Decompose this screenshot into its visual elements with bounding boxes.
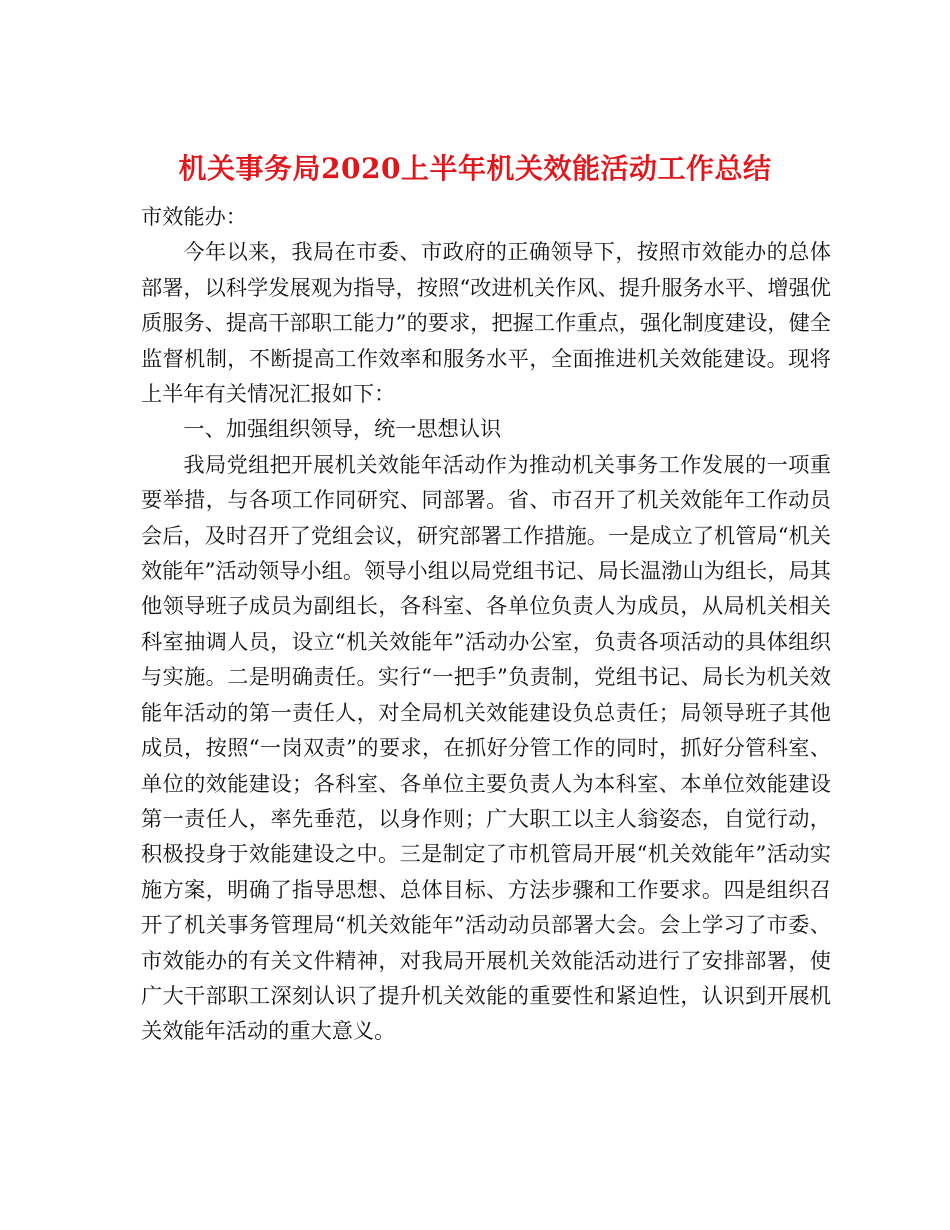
document-body (141, 199, 831, 1049)
section-heading: 一、加强组织领导，统一思想认识 (183, 416, 502, 442)
salutation: 市效能办： (141, 204, 247, 229)
document-title: 机关事务局2020上半年机关效能活动工作总结 (178, 151, 772, 185)
intro-paragraph: 今年以来，我局在市委、市政府的正确领导下，按照市效能办的总体部署，以科学发展观为指导，按照“改进机关作风、提升服务水平、增强优质服务、提高干部职工能力”的要求，把握工作重点，强化制度建设，健全监督机制，不断提高工作效率和服务水平，全面推进机关效能建设。现将上半年有关情况汇报如下： (141, 239, 831, 407)
section-paragraph: 我局党组把开展机关效能年活动作为推动机关事务工作发展的一项重要举措，与各项工作同研究、同部署。省、市召开了机关效能年工作动员会后，及时召开了党组会议，研究部署工作措施。一是成立了机管局“机关效能年”活动领导小组。领导小组以局党组书记、局长温渤山为组长，局其他领导班子成员为副组长，各科室、各单位负责人为成员，从局机关相关科室抽调人员，设立“机关效能年”活动办公室，负责各项活动的具体组织与实施。二是明确责任。实行“一把手”负责制，党组书记、局长为机关效能年活动的第一责任人，对全局机关效能建设负总责任；局领导班子其他成员，按照“一岗双责”的要求，在抓好分管工作的同时，抓好分管科室、单位的效能建设；各科室、各单位主要负责人为本科室、本单位效能建设第一责任人，率先垂范，以身作则；广大职工以主人翁姿态，自觉行动，积极投身于效能建设之中。三是制定了市机管局开展“机关效能年”活动实施方案，明确了指导思想、总体目标、方法步骤和工作要求。四是组织召开了机关事务管理局“机关效能年”活动动员部署大会。会上学习了市委、市效能办的有关文件精神，对我局开展机关效能活动进行了安排部署，使广大干部职工深刻认识了提升机关效能的重要性和紧迫性，认识到开展机关效能年活动的重大意义。 (141, 451, 831, 1044)
